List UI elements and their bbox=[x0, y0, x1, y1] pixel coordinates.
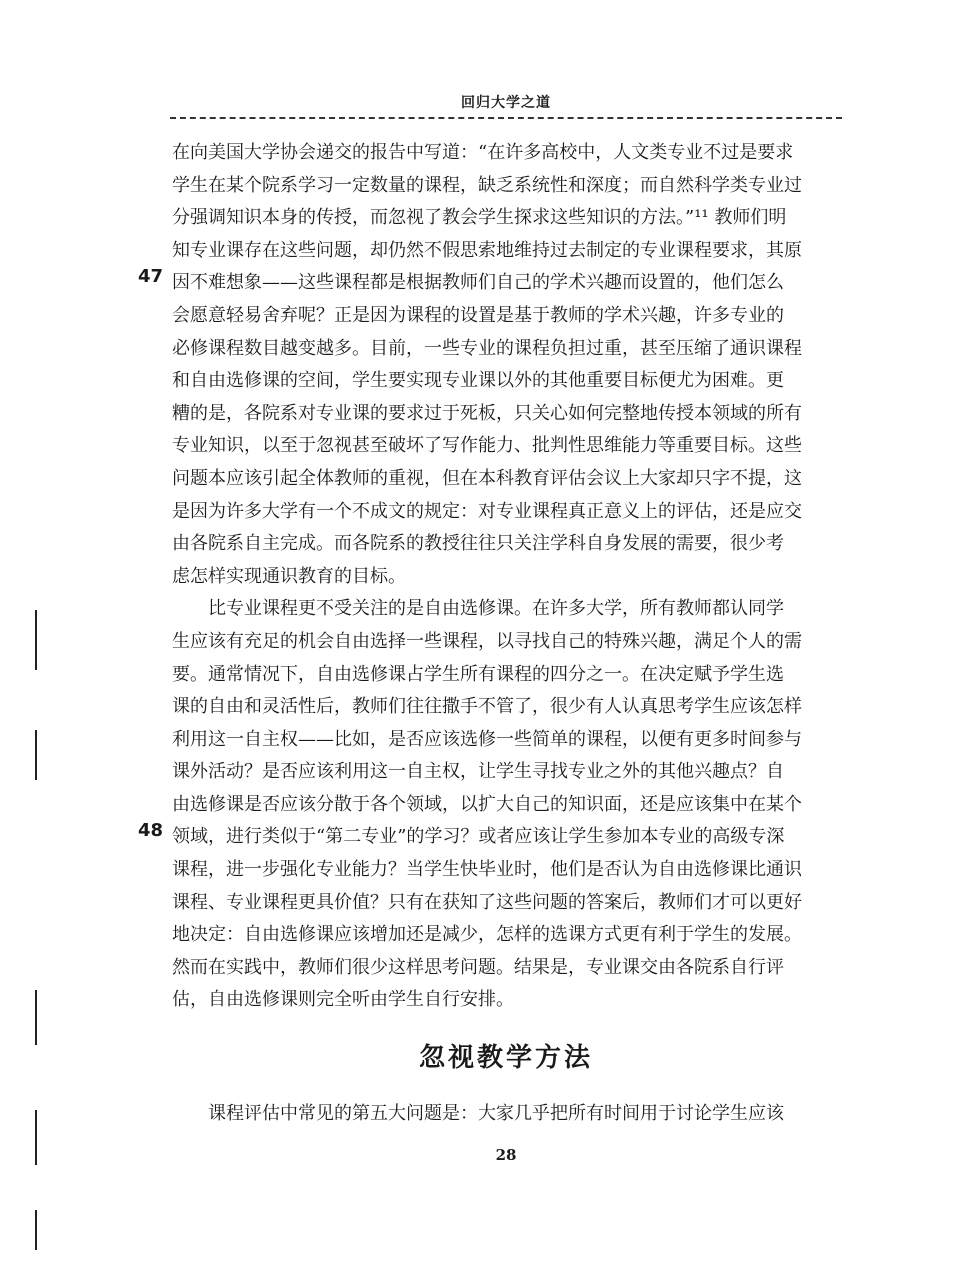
text-line: 领域，进行类似于“第二专业”的学习？或者应该让学生参加本专业的高级专深 bbox=[172, 826, 785, 848]
body-text bbox=[172, 137, 844, 1017]
text-line: 分强调知识本身的传授，而忽视了教会学生探求这些知识的方法。”¹¹ 教师们明 bbox=[172, 207, 787, 229]
text-line: 由选修课是否应该分散于各个领域，以扩大自己的知识面，还是应该集中在某个 bbox=[172, 793, 802, 815]
text-line: 要。通常情况下，自由选修课占学生所有课程的四分之一。在决定赋予学生选 bbox=[172, 663, 784, 685]
paragraph-1 bbox=[172, 137, 844, 593]
scan-edge-mark bbox=[35, 730, 37, 780]
text-line: 是因为许多大学有一个不成文的规定：对专业课程真正意义上的评估，还是应交 bbox=[172, 500, 802, 522]
header-divider bbox=[170, 117, 842, 119]
section-heading: 忽视教学方法 bbox=[418, 1043, 593, 1073]
text-line: 必修课程数目越变越多。目前，一些专业的课程负担过重，甚至压缩了通识课程 bbox=[172, 337, 802, 359]
text-line: 课外活动？是否应该利用这一自主权，让学生寻找专业之外的其他兴趣点？自 bbox=[172, 761, 784, 783]
scan-edge-mark bbox=[35, 1210, 37, 1250]
text-line: 生应该有充足的机会自由选择一些课程，以寻找自己的特殊兴趣，满足个人的需 bbox=[172, 630, 802, 652]
paragraph-2 bbox=[172, 593, 844, 1017]
text-line: 课程、专业课程更具价值？只有在获知了这些问题的答案后，教师们才可以更好 bbox=[172, 891, 802, 913]
page-number: 28 bbox=[495, 1146, 517, 1164]
text-line: 课程评估中常见的第五大问题是：大家几乎把所有时间用于讨论学生应该 bbox=[208, 1103, 784, 1124]
text-line: 专业知识，以至于忽视甚至破坏了写作能力、批判性思维能力等重要目标。这些 bbox=[172, 435, 802, 457]
margin-page-number: 48 bbox=[138, 820, 164, 841]
text-line: 问题本应该引起全体教师的重视，但在本科教育评估会议上大家却只字不提，这 bbox=[172, 467, 802, 489]
text-line: 因不难想象——这些课程都是根据教师们自己的学术兴趣而设置的，他们怎么 bbox=[172, 272, 784, 294]
text-line: 学生在某个院系学习一定数量的课程，缺乏系统性和深度；而自然科学类专业过 bbox=[172, 174, 802, 196]
text-line: 估，自由选修课则完全听由学生自行安排。 bbox=[172, 989, 514, 1011]
text-line: 课程，进一步强化专业能力？当学生快毕业时，他们是否认为自由选修课比通识 bbox=[172, 859, 802, 881]
text-line: 知专业课存在这些问题，却仍然不假思索地维持过去制定的专业课程要求，其原 bbox=[172, 239, 802, 261]
text-line: 课的自由和灵活性后，教师们往往撒手不管了，很少有人认真思考学生应该怎样 bbox=[172, 696, 802, 718]
scan-edge-mark bbox=[35, 1110, 37, 1165]
text-line: 由各院系自主完成。而各院系的教授往往只关注学科自身发展的需要，很少考 bbox=[172, 533, 784, 555]
text-line: 然而在实践中，教师们很少这样思考问题。结果是，专业课交由各院系自行评 bbox=[172, 956, 784, 978]
text-line: 在向美国大学协会递交的报告中写道：“在许多高校中，人文类专业不过是要求 bbox=[172, 142, 794, 163]
text-line: 虑怎样实现通识教育的目标。 bbox=[172, 565, 406, 587]
text-line: 地决定：自由选修课应该增加还是减少，怎样的选课方式更有利于学生的发展。 bbox=[172, 924, 802, 946]
text-line: 和自由选修课的空间，学生要实现专业课以外的其他重要目标便尤为困难。更 bbox=[172, 370, 784, 392]
text-line: 会愿意轻易舍弃呢？正是因为课程的设置是基于教师的学术兴趣，许多专业的 bbox=[172, 304, 784, 326]
text-line: 利用这一自主权——比如，是否应该选修一些简单的课程，以便有更多时间参与 bbox=[172, 728, 802, 750]
scan-edge-mark bbox=[35, 610, 37, 670]
text-line: 糟的是，各院系对专业课的要求过于死板，只关心如何完整地传授本领域的所有 bbox=[172, 402, 802, 424]
text-line: 比专业课程更不受关注的是自由选修课。在许多大学，所有教师都认同学 bbox=[208, 598, 784, 620]
margin-page-number: 47 bbox=[138, 266, 164, 287]
scan-edge-mark bbox=[35, 990, 37, 1045]
running-header: 回归大学之道 bbox=[461, 95, 551, 111]
